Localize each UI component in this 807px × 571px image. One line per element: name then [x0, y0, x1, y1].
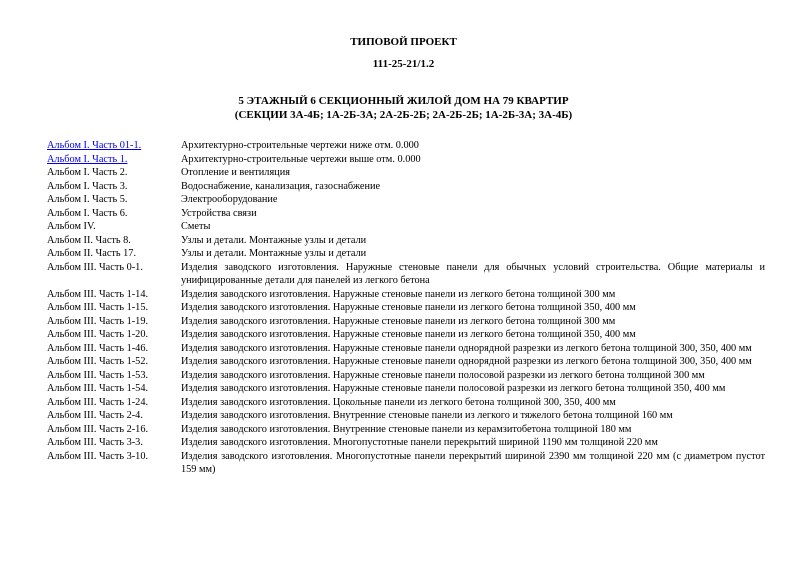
album-name: Альбом II. Часть 17. [47, 248, 137, 259]
album-description: Узлы и детали. Монтажные узлы и детали [181, 234, 367, 246]
album-description: Водоснабжение, канализация, газоснабжение [181, 180, 381, 192]
album-row [47, 423, 765, 437]
album-description: Изделия заводского изготовления. Многопустотные панели перекрытий шириной 1190 мм толщиной 220 мм [181, 437, 658, 448]
album-description: Изделия заводского изготовления. Цокольные панели из легкого бетона толщиной 300, 350, 400 мм [181, 396, 616, 408]
album-row [47, 396, 765, 410]
album-row [47, 207, 765, 221]
album-row [47, 355, 765, 369]
album-name: Альбом III. Часть 1-14. [47, 288, 149, 300]
album-name: Альбом III. Часть 1-24. [47, 396, 149, 408]
album-description: Отопление и вентиляция [181, 167, 290, 178]
album-description: Изделия заводского изготовления. Наружные стеновые панели для обычных условий строительства. Общие материалы и унифицированные детали для панелей из легкого бетона [181, 261, 765, 286]
album-row [47, 315, 765, 329]
album-description: Архитектурно-строительные чертежи ниже отм. 0.000 [181, 140, 419, 151]
album-description: Устройства связи [181, 207, 257, 219]
album-description: Изделия заводского изготовления. Наружные стеновые панели из легкого бетона толщиной 350, 400 мм [181, 329, 636, 340]
album-description: Изделия заводского изготовления. Внутренние стеновые панели из керамзитобетона толщиной 180 мм [181, 423, 632, 435]
album-row [47, 166, 765, 180]
album-description: Архитектурно-строительные чертежи выше отм. 0.000 [181, 153, 421, 165]
album-row [47, 247, 765, 261]
album-description: Изделия заводского изготовления. Наружные стеновые панели однорядной разрезки из легкого бетона толщиной 300, 350, 400 мм [181, 356, 752, 367]
album-name: Альбом III. Часть 0-1. [47, 261, 143, 273]
album-row [47, 234, 765, 248]
album-row [47, 328, 765, 342]
doc-type-heading: ТИПОВОЙ ПРОЕКТ [350, 36, 457, 48]
album-row [47, 436, 765, 450]
album-name: Альбом I. Часть 6. [47, 207, 128, 219]
project-code: 111-25-21/1.2 [372, 58, 435, 70]
album-name: Альбом I. Часть 5. [47, 194, 128, 205]
album-row [47, 288, 765, 302]
album-name: Альбом III. Часть 2-16. [47, 423, 149, 435]
album-description: Узлы и детали. Монтажные узлы и детали [181, 248, 367, 259]
album-name: Альбом I. Часть 3. [47, 180, 128, 192]
album-description: Изделия заводского изготовления. Наружные стеновые панели из легкого бетона толщиной 300 мм [181, 315, 616, 327]
album-list [47, 139, 765, 477]
album-description: Изделия заводского изготовления. Многопустотные панели перекрытий шириной 2390 мм толщиной 220 мм (с диаметром пустот 159 мм) [181, 450, 765, 475]
album-description: Изделия заводского изготовления. Внутренние стеновые панели из легкого и тяжелого бетона толщиной 160 мм [181, 410, 673, 421]
album-name: Альбом IV. [47, 221, 96, 232]
album-description: Изделия заводского изготовления. Наружные стеновые панели однорядной разрезки из легкого бетона толщиной 300, 350, 400 мм [181, 342, 752, 354]
album-row [47, 342, 765, 356]
album-name: Альбом III. Часть 1-54. [47, 383, 149, 394]
album-name: Альбом III. Часть 1-53. [47, 369, 149, 381]
album-description: Изделия заводского изготовления. Наружные стеновые панели из легкого бетона толщиной 300 мм [181, 288, 616, 300]
album-description: Сметы [181, 221, 211, 232]
album-row [47, 180, 765, 194]
album-name: Альбом III. Часть 2-4. [47, 410, 143, 421]
album-name: Альбом II. Часть 8. [47, 234, 131, 246]
album-name: Альбом I. Часть 2. [47, 167, 128, 178]
album-description: Изделия заводского изготовления. Наружные стеновые панели полосовой разрезки из легкого бетона толщиной 300 мм [181, 369, 705, 381]
album-name: Альбом III. Часть 1-46. [47, 342, 149, 354]
album-link-01-1[interactable]: Альбом I. Часть 01-1. [47, 140, 142, 151]
album-row [47, 193, 765, 207]
project-sections: (СЕКЦИИ 3А-4Б; 1А-2Б-3А; 2А-2Б-2Б; 2А-2Б-2Б; 1А-2Б-3А; 3А-4Б) [234, 109, 573, 121]
album-name: Альбом III. Часть 1-52. [47, 356, 149, 367]
album-row [47, 220, 765, 234]
album-row [47, 301, 765, 315]
album-row [47, 153, 765, 167]
album-name: Альбом III. Часть 3-10. [47, 450, 149, 462]
album-name: Альбом III. Часть 1-19. [47, 315, 149, 327]
album-description: Изделия заводского изготовления. Наружные стеновые панели полосовой разрезки из легкого бетона толщиной 350, 400 мм [181, 383, 726, 394]
project-title: 5 ЭТАЖНЫЙ 6 СЕКЦИОННЫЙ ЖИЛОЙ ДОМ НА 79 КВАРТИР [238, 95, 569, 107]
album-description: Электрооборудование [181, 194, 278, 205]
album-row [47, 369, 765, 383]
album-row [47, 409, 765, 423]
album-row [47, 450, 765, 477]
album-name: Альбом III. Часть 1-15. [47, 302, 149, 313]
album-link-1[interactable]: Альбом I. Часть 1. [47, 153, 128, 165]
album-row [47, 261, 765, 288]
album-name: Альбом III. Часть 3-3. [47, 437, 143, 448]
album-name: Альбом III. Часть 1-20. [47, 329, 149, 340]
album-description: Изделия заводского изготовления. Наружные стеновые панели из легкого бетона толщиной 350, 400 мм [181, 302, 636, 313]
album-row [47, 382, 765, 396]
album-row [47, 139, 765, 153]
